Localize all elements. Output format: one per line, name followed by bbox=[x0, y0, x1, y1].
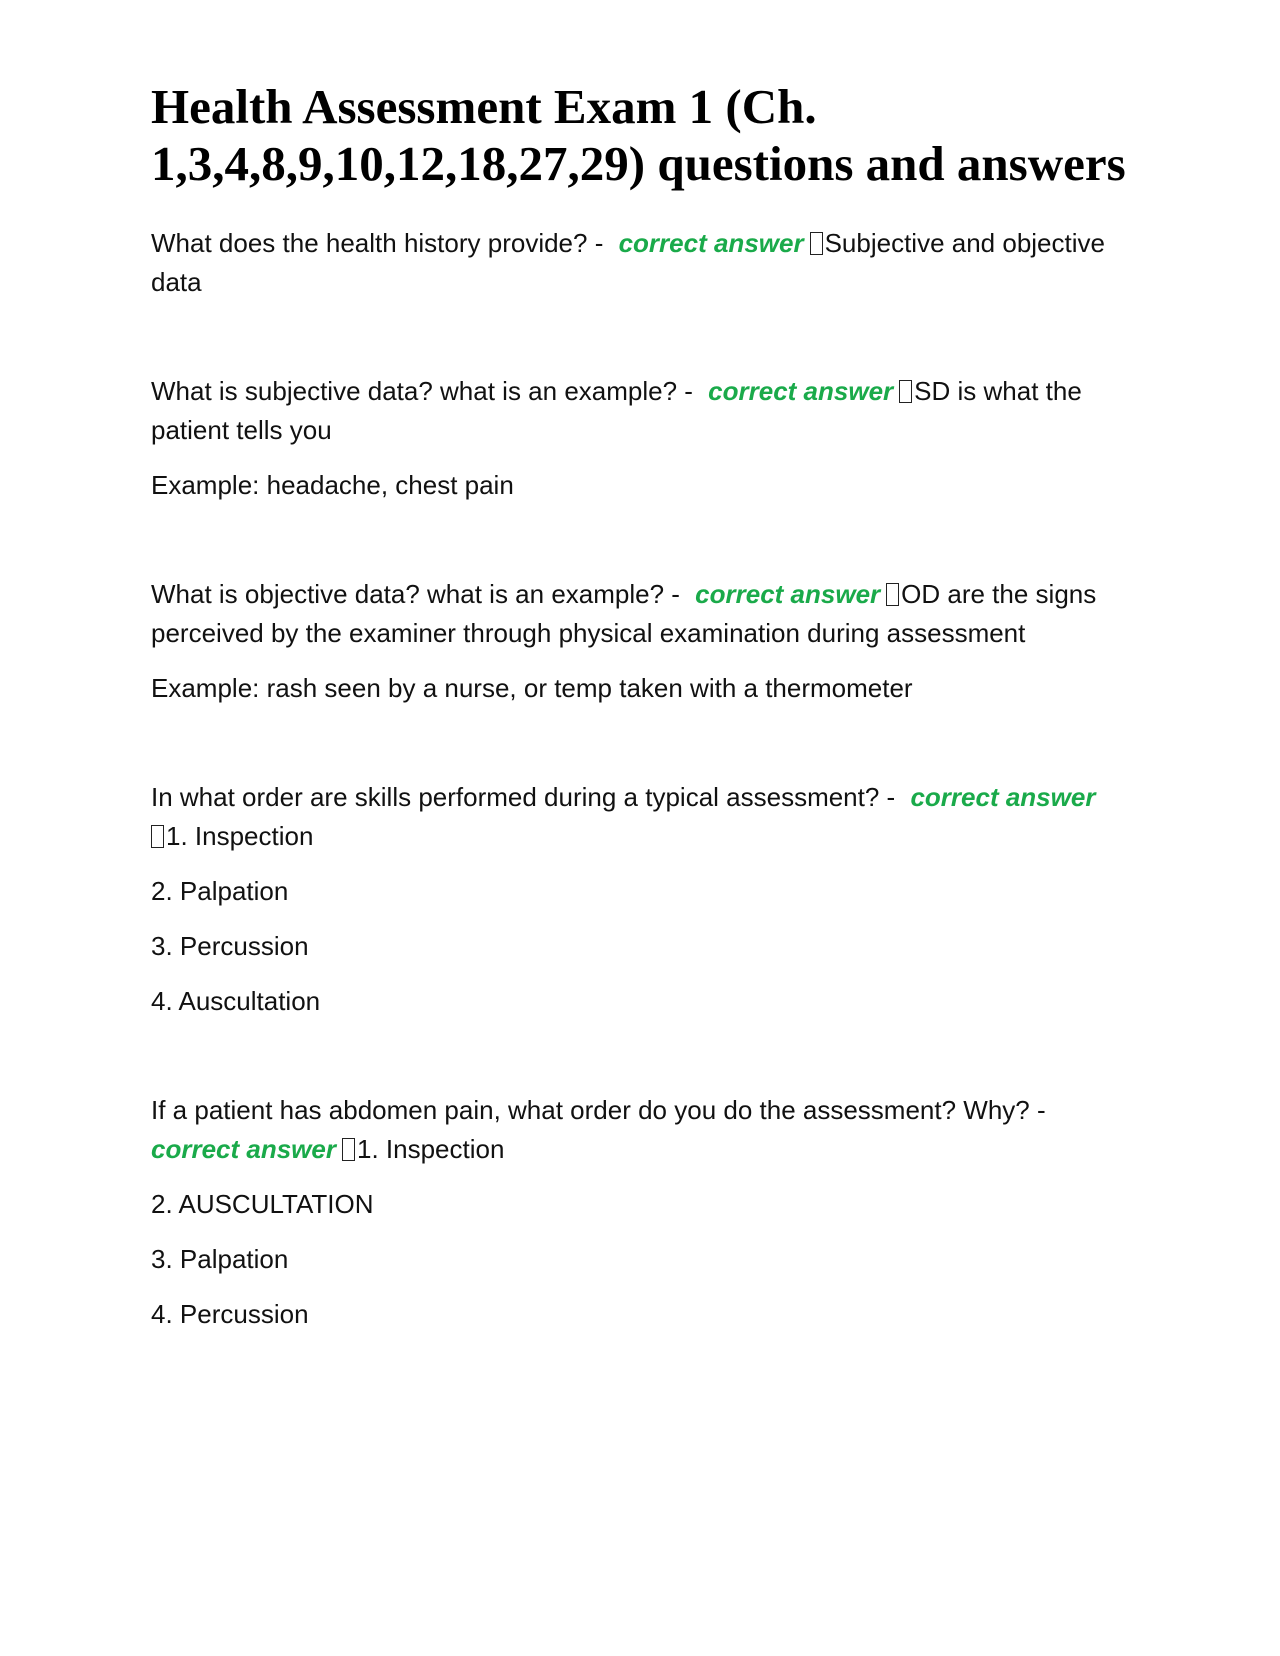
qa-question-line bbox=[151, 778, 1141, 856]
qa-question-line bbox=[151, 575, 1141, 653]
answer-extra-line: 4. Percussion bbox=[151, 1299, 309, 1329]
qa-item bbox=[151, 224, 1141, 302]
answer-extra-line: 2. Palpation bbox=[151, 876, 289, 906]
document-page bbox=[151, 78, 1141, 1350]
spacer bbox=[151, 724, 1141, 778]
answer-text: Subjective and objective data bbox=[151, 228, 1105, 297]
correct-answer-label: correct answer bbox=[708, 376, 894, 406]
document-title: Health Assessment Exam 1 (Ch. 1,3,4,8,9,10,12,18,27,29) questions and answers bbox=[151, 79, 1126, 191]
correct-answer-label: correct answer bbox=[618, 228, 804, 258]
qa-item bbox=[151, 1091, 1141, 1334]
answer-text: OD are the signs perceived by the examiner through physical examination during assessment bbox=[151, 579, 1097, 648]
answer-text: 1. Inspection bbox=[166, 821, 314, 851]
spacer bbox=[151, 1037, 1141, 1091]
qa-question-line bbox=[151, 372, 1141, 450]
qa-item bbox=[151, 778, 1141, 1021]
correct-answer-label: correct answer bbox=[910, 782, 1096, 812]
answer-extra-line: Example: rash seen by a nurse, or temp taken with a thermometer bbox=[151, 673, 913, 703]
question-text: What does the health history provide? - bbox=[151, 228, 604, 258]
missing-glyph-box-icon bbox=[899, 380, 912, 403]
qa-question-line bbox=[151, 1091, 1141, 1169]
answer-text: SD is what the patient tells you bbox=[151, 376, 1082, 445]
missing-glyph-box-icon bbox=[810, 232, 823, 255]
spacer bbox=[151, 521, 1141, 575]
correct-answer-label: correct answer bbox=[151, 1134, 336, 1164]
missing-glyph-box-icon bbox=[151, 825, 164, 848]
missing-glyph-box-icon bbox=[886, 583, 899, 606]
correct-answer-label: correct answer bbox=[695, 579, 881, 609]
question-text: What is subjective data? what is an example? - bbox=[151, 376, 693, 406]
spacer bbox=[151, 318, 1141, 372]
question-text: What is objective data? what is an example? - bbox=[151, 579, 680, 609]
answer-extra-line: 3. Percussion bbox=[151, 931, 309, 961]
question-text: If a patient has abdomen pain, what order do you do the assessment? Why? - bbox=[151, 1095, 1046, 1125]
answer-extra-line: Example: headache, chest pain bbox=[151, 470, 514, 500]
qa-item bbox=[151, 372, 1141, 505]
qa-question-line bbox=[151, 224, 1141, 302]
missing-glyph-box-icon bbox=[342, 1138, 355, 1161]
answer-extra-line: 4. Auscultation bbox=[151, 986, 321, 1016]
question-text: In what order are skills performed during a typical assessment? - bbox=[151, 782, 896, 812]
answer-text: 1. Inspection bbox=[356, 1134, 505, 1164]
answer-extra-line: 3. Palpation bbox=[151, 1244, 289, 1274]
answer-extra-line: 2. AUSCULTATION bbox=[151, 1189, 374, 1219]
qa-item bbox=[151, 575, 1141, 708]
